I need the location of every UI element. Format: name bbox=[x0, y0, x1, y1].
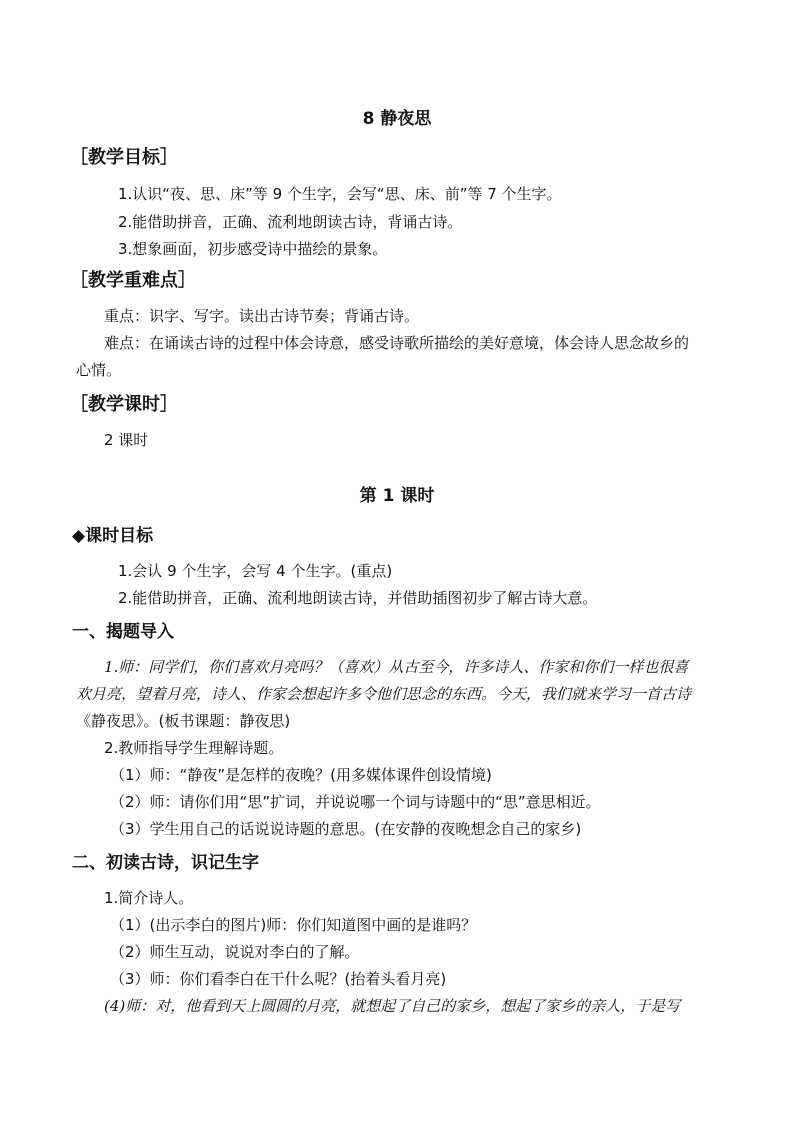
section-one-paragraph-line: 欢月亮，望着月亮，诗人、作家会想起许多令他们思念的东西。今天，我们就来学习一首古诗 bbox=[76, 685, 692, 703]
section-one-paragraph-line: 1.师：同学们，你们喜欢月亮吗？（喜欢）从古至今，许多诗人、作家和你们一样也很喜 bbox=[104, 658, 689, 676]
section-one-item: 2.教师指导学生理解诗题。 bbox=[104, 739, 284, 757]
lesson-objective-item: 1.会认 9 个生字，会写 4 个生字。(重点) bbox=[118, 562, 393, 580]
key-difficulty-heading: ［教学重难点］ bbox=[70, 270, 196, 291]
teaching-goals-heading: ［教学目标］ bbox=[70, 147, 178, 168]
key-point-text: 重点：识字、写字。读出古诗节奏；背诵古诗。 bbox=[104, 307, 420, 325]
section-two-subitem: (4)师：对，他看到天上圆圆的月亮，就想起了自己的家乡，想起了家乡的亲人，于是写 bbox=[104, 997, 681, 1015]
section-two-subitem: （3）师：你们看李白在干什么呢？(抬着头看月亮) bbox=[110, 970, 447, 988]
section-two-subitem: （1）(出示李白的图片)师：你们知道图中画的是谁吗？ bbox=[110, 916, 477, 934]
class-hours-value: 2 课时 bbox=[104, 431, 149, 449]
class-hours-heading: ［教学课时］ bbox=[70, 394, 178, 415]
goal-item: 1.认识“夜、思、床”等 9 个生字，会写“思、床、前”等 7 个生字。 bbox=[118, 185, 562, 203]
lesson-objective-heading: ◆课时目标 bbox=[72, 526, 154, 546]
lesson-title: 第 1 课时 bbox=[359, 486, 435, 506]
section-one-paragraph-line: 《静夜思》。(板书课题：静夜思) bbox=[76, 712, 291, 730]
section-one-subitem: （2）师：请你们用“思”扩词，并说说哪一个词与诗题中的“思”意思相近。 bbox=[110, 793, 601, 811]
section-one-heading: 一、揭题导入 bbox=[72, 622, 174, 642]
document-title: 8 静夜思 bbox=[362, 109, 432, 129]
difficulty-text: 难点：在诵读古诗的过程中体会诗意，感受诗歌所描绘的美好意境，体会诗人思念故乡的 bbox=[104, 334, 690, 352]
section-two-heading: 二、初读古诗，识记生字 bbox=[72, 853, 259, 873]
goal-item: 2.能借助拼音，正确、流利地朗读古诗，背诵古诗。 bbox=[118, 213, 463, 231]
section-one-subitem: （1）师：“静夜”是怎样的夜晚？(用多媒体课件创设情境) bbox=[110, 766, 492, 784]
section-two-subitem: （2）师生互动，说说对李白的了解。 bbox=[110, 943, 360, 961]
goal-item: 3.想象画面，初步感受诗中描绘的景象。 bbox=[118, 240, 388, 258]
section-two-item: 1.简介诗人。 bbox=[104, 889, 194, 907]
section-one-subitem: （3）学生用自己的话说说诗题的意思。(在安静的夜晚想念自己的家乡) bbox=[110, 820, 582, 838]
lesson-objective-item: 2.能借助拼音，正确、流利地朗读古诗，并借助插图初步了解古诗大意。 bbox=[118, 589, 598, 607]
difficulty-text-continued: 心情。 bbox=[76, 361, 122, 379]
